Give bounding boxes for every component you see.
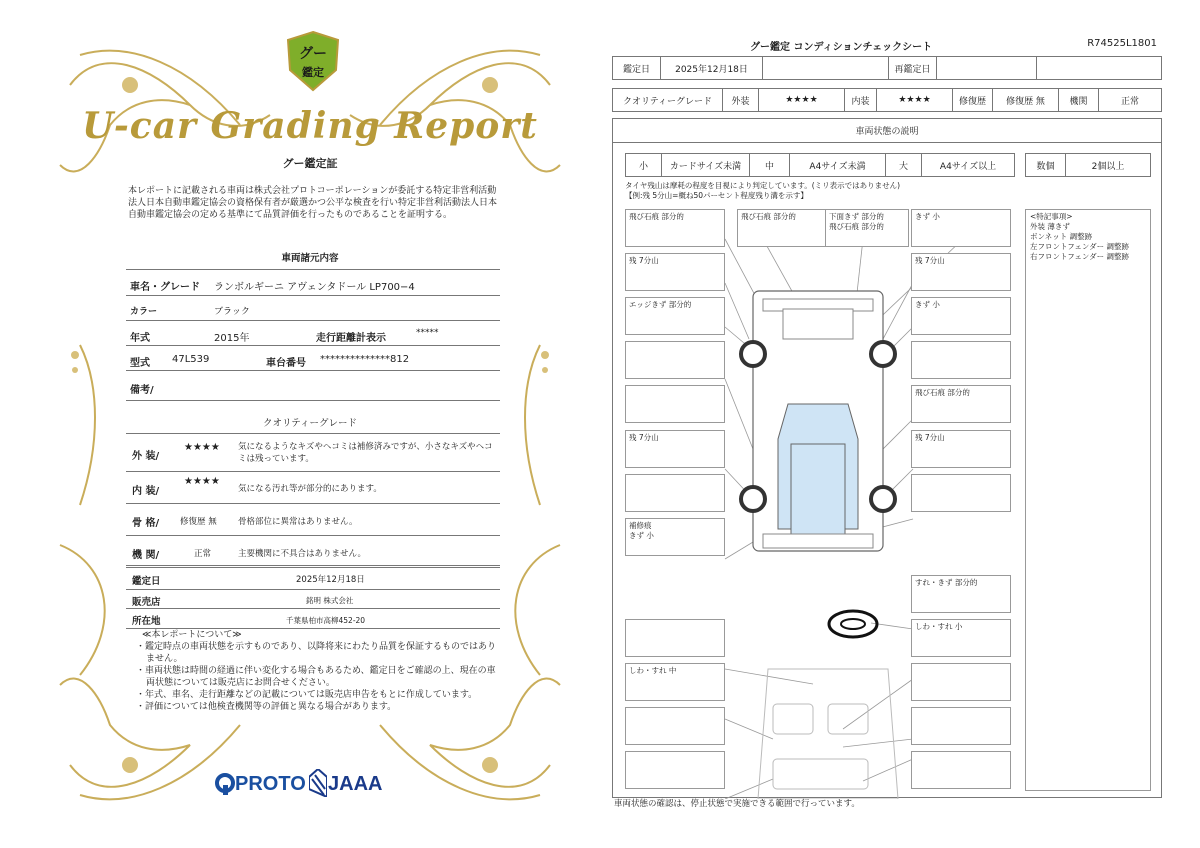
remark-item: 左フロントフェンダー 調整跡 xyxy=(1030,242,1129,251)
proto-logo-icon xyxy=(215,773,235,795)
note-box-steering: すれ・きず 部分的 xyxy=(911,575,1011,613)
engine-value: 正常 xyxy=(1120,96,1139,107)
quality-desc: 骨格部位に異常はありません。 xyxy=(238,517,358,527)
note-box-l1: 飛び石痕 部分的 xyxy=(625,209,725,247)
spec-value: 2015年 xyxy=(214,333,250,344)
int-stars: ★★★★ xyxy=(877,89,953,111)
note-box-l6: 残 7分山 xyxy=(625,430,725,468)
quality-label: 外 装/ xyxy=(132,451,160,462)
ext-label: 外装 xyxy=(723,89,759,111)
quality-desc: 気になるようなキズやヘコミは補修済みですが、小さなキズやヘコミは残っています。 xyxy=(238,442,493,464)
size-mid-desc: A4サイズ未満 xyxy=(790,154,886,176)
note-box-t1: 飛び石痕 部分的 xyxy=(737,209,837,247)
note-item: ・鑑定時点の車両状態を示すものであり、以降将来にわたり品質を保証するものではありません。 xyxy=(136,642,497,664)
grading-certificate xyxy=(40,25,580,825)
spec-label: カラー xyxy=(130,307,158,317)
note-box-r7 xyxy=(911,474,1011,512)
spec-value: ブラック xyxy=(214,307,250,317)
repair-value: 修復歴 無 xyxy=(993,89,1059,111)
goo-appraisal-badge-icon xyxy=(284,30,342,92)
badge-bottom-text: 鑑定 xyxy=(302,66,324,79)
note-box-l8 xyxy=(625,518,725,556)
sheet-footer: 車両状態の確認は、停止状態で実施できる範囲で行っています。 xyxy=(614,799,860,809)
quality-stars: ★★★★ xyxy=(184,476,220,487)
date-label: 鑑定日 xyxy=(613,57,661,79)
date-label: 鑑定日 xyxy=(132,576,161,587)
note-line: きず 小 xyxy=(629,531,654,540)
note-box-r4 xyxy=(911,341,1011,379)
tire-note-line: 【例:残 5分山=概ね50パーセント程度残り溝を示す】 xyxy=(625,191,808,200)
redate-label: 再鑑定日 xyxy=(889,57,937,79)
address-value: 千葉県柏市高柳452-20 xyxy=(286,616,366,625)
jaaa-logo-icon xyxy=(309,769,327,797)
note-box-r3: きず 小 xyxy=(911,297,1011,335)
spec-label: 車名・グレード xyxy=(130,282,200,293)
note-box-i-l2: しわ・すれ 中 xyxy=(625,663,725,701)
interior-diagram xyxy=(758,669,898,799)
partner-logos xyxy=(215,767,415,801)
badge-top-text: グー xyxy=(299,46,327,62)
remarks-title: <特記事項> xyxy=(1030,212,1073,221)
quality-stars: ★★★★ xyxy=(184,442,220,453)
script-title: U-car Grading Report xyxy=(82,105,538,147)
quality-label: 骨 格/ xyxy=(132,518,160,529)
quality-desc: 気になる汚れ等が部分的にあります。 xyxy=(238,484,382,494)
quality-label: 機 関/ xyxy=(132,550,160,561)
note-box-i-r2 xyxy=(911,663,1011,701)
tire-note xyxy=(625,181,900,201)
spec-row-model xyxy=(126,346,500,371)
date-value: 2025年12月18日 xyxy=(661,57,763,79)
note-item: ・評価については他検査機関等の評価と異なる場合があります。 xyxy=(136,702,397,712)
spec-value: ***** xyxy=(416,328,439,338)
specs-heading: 車両諸元内容 xyxy=(281,253,339,264)
note-box-i-r3 xyxy=(911,707,1011,745)
quality-label: 内 装/ xyxy=(132,486,160,497)
dealer-table xyxy=(126,565,500,629)
dealer-value: 銘明 株式会社 xyxy=(306,596,354,605)
proto-logo-text: PROTO xyxy=(235,773,306,795)
note-box-l2: 残 7分山 xyxy=(625,253,725,291)
note-box-t2 xyxy=(825,209,909,247)
certificate-intro: 本レポートに記載される車両は株式会社プロトコーポレーションが委託する特定非営利活動法人日本自動車鑑定協会の資格保有者が厳選かつ公平な検査を行い特定非営利活動法人日本自動車鑑定協会の定める基準にて品質評価を行ったものであることを証明する。 xyxy=(128,186,498,220)
repair-label: 修復歴 xyxy=(953,89,993,111)
sheet-title: グー鑑定 コンディションチェックシート xyxy=(750,42,933,53)
count-legend xyxy=(1025,153,1151,177)
note-box-l7 xyxy=(625,474,725,512)
spec-row-remarks xyxy=(126,371,500,401)
dealer-row xyxy=(126,590,500,609)
note-line: 下面きず 部分的 xyxy=(829,212,884,221)
size-large-desc: A4サイズ以上 xyxy=(939,161,997,172)
spec-label: 年式 xyxy=(130,333,150,344)
sheet-id: R74525L1801 xyxy=(1087,38,1157,49)
note-box-i-r4 xyxy=(911,751,1011,789)
size-mid: 中 xyxy=(750,154,790,176)
spec-value: **************812 xyxy=(320,354,410,365)
spec-value: 47L539 xyxy=(172,354,210,365)
certificate-title: グー鑑定証 xyxy=(282,157,338,170)
condition-panel xyxy=(612,118,1162,798)
steering-wheel-icon xyxy=(829,611,877,637)
appraisal-date-row xyxy=(126,566,500,590)
note-line: 補修痕 xyxy=(629,521,652,530)
int-label: 内装 xyxy=(845,89,877,111)
spec-label: 備考/ xyxy=(130,385,154,396)
address-label: 所在地 xyxy=(132,616,161,627)
quality-row-exterior xyxy=(126,434,500,472)
tire-note-line: タイヤ残山は摩耗の程度を目視により判定しています。(ミリ表示ではありません) xyxy=(625,181,901,190)
spec-label: 車台番号 xyxy=(266,358,306,369)
count-label: 数個 xyxy=(1026,154,1066,176)
quality-value: 修復歴 無 xyxy=(180,517,217,527)
quality-row-frame xyxy=(126,504,500,536)
quality-row-interior xyxy=(126,472,500,504)
size-small-desc: カードサイズ未満 xyxy=(662,154,750,176)
date-row xyxy=(612,56,1162,80)
size-small: 小 xyxy=(626,154,662,176)
engine-label: 機関 xyxy=(1059,89,1099,111)
quality-value: 正常 xyxy=(194,549,212,559)
note-box-i-l4 xyxy=(625,751,725,789)
quality-desc: 主要機関に不具合はありません。 xyxy=(238,549,367,559)
report-notes xyxy=(136,629,496,713)
size-legend xyxy=(625,153,1015,177)
ext-stars: ★★★★ xyxy=(759,89,845,111)
spec-label: 型式 xyxy=(130,358,150,369)
remark-item: ボンネット 調整跡 xyxy=(1030,232,1093,241)
note-box-r6: 残 7分山 xyxy=(911,430,1011,468)
quality-row xyxy=(612,88,1162,112)
spec-row-year xyxy=(126,321,500,346)
note-box-r1: きず 小 xyxy=(911,209,1011,247)
note-item: ・車両状態は時間の経過に伴い変化する場合もあるため、鑑定日をご確認の上、現在の車両状態については販売店にお問合せください。 xyxy=(136,666,496,688)
count-value: 2個以上 xyxy=(1091,161,1125,172)
date-value: 2025年12月18日 xyxy=(296,575,365,585)
note-box-i-r1: しわ・すれ 小 xyxy=(911,619,1011,657)
note-box-r5: 飛び石痕 部分的 xyxy=(911,385,1011,423)
note-box-r2: 残 7分山 xyxy=(911,253,1011,291)
remark-item: 外装 薄きず xyxy=(1030,222,1070,231)
notes-title: ≪本レポートについて≫ xyxy=(142,630,242,640)
note-item: ・年式、車名、走行距離などの記載については販売店申告をもとに作成しています。 xyxy=(136,690,478,700)
note-box-i-l1 xyxy=(625,619,725,657)
note-line: 飛び石痕 部分的 xyxy=(829,222,884,231)
note-box-l4 xyxy=(625,341,725,379)
spec-value: ランボルギーニ アヴェンタドール LP700−4 xyxy=(214,282,415,293)
dealer-label: 販売店 xyxy=(132,597,161,608)
note-box-i-l3 xyxy=(625,707,725,745)
redate-value xyxy=(937,57,1037,79)
quality-table xyxy=(126,433,500,568)
special-remarks xyxy=(1025,209,1151,791)
address-row xyxy=(126,609,500,629)
spec-row-color xyxy=(126,296,500,321)
condition-check-sheet xyxy=(610,30,1165,820)
note-box-l3: エッジきず 部分的 xyxy=(625,297,725,335)
size-large: 大 xyxy=(886,154,922,176)
spec-label: 走行距離計表示 xyxy=(316,333,386,344)
jaaa-logo-text: JAAA xyxy=(328,773,383,795)
specs-table xyxy=(126,269,500,401)
date-blank xyxy=(763,57,889,79)
remark-item: 右フロントフェンダー 調整跡 xyxy=(1030,252,1129,261)
quality-row-engine xyxy=(126,536,500,568)
condition-heading: 車両状態の説明 xyxy=(613,119,1161,143)
quality-label: クオリティーグレード xyxy=(613,89,723,111)
car-top-view xyxy=(741,291,895,551)
note-box-l5 xyxy=(625,385,725,423)
spec-row-name xyxy=(126,270,500,296)
quality-heading: クオリティーグレード xyxy=(262,418,358,429)
